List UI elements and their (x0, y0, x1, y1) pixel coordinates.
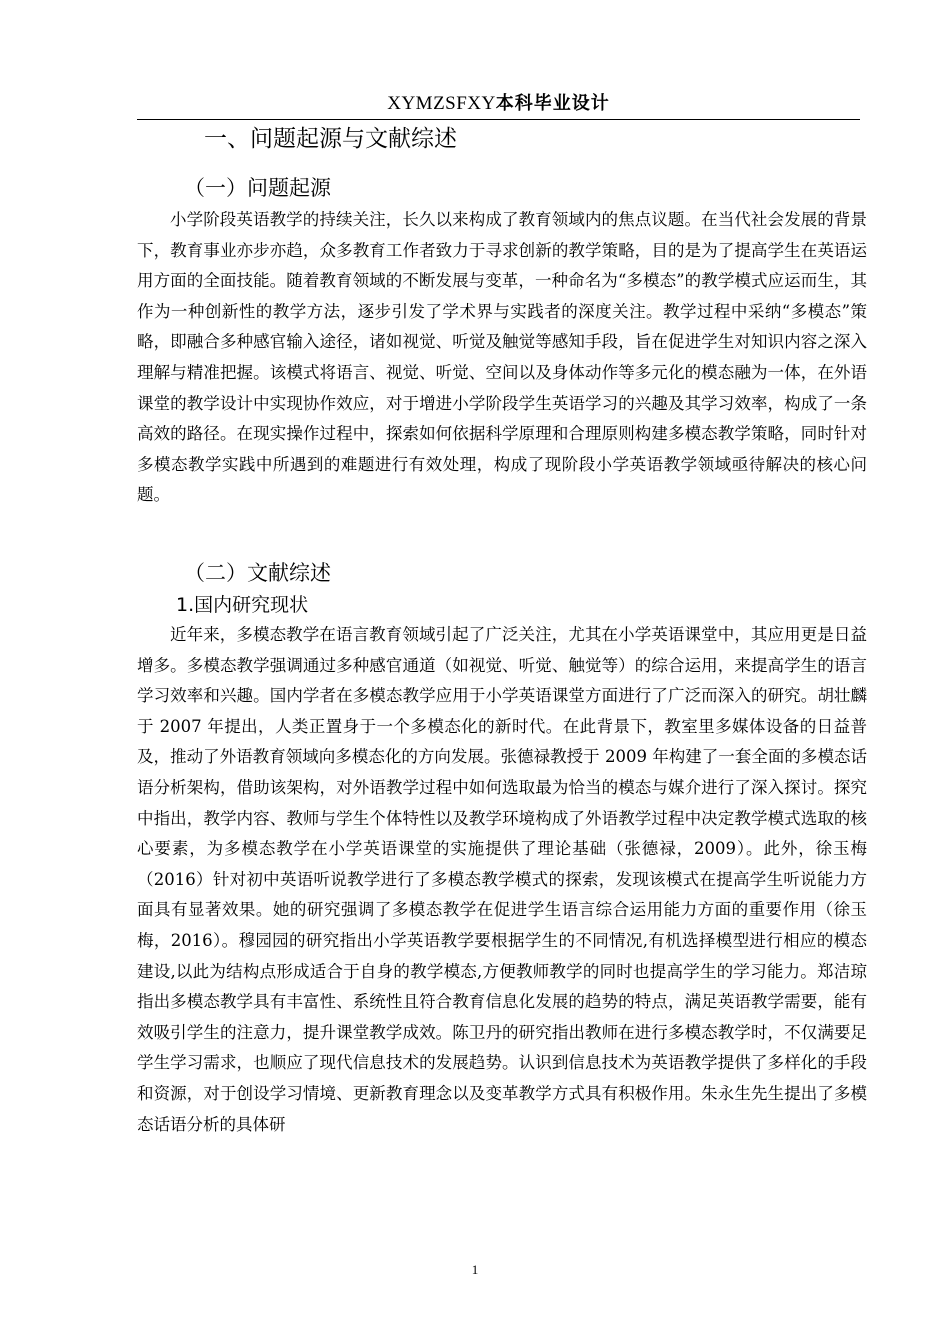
subsection-title-origin: （一）问题起源 (184, 176, 331, 200)
item-title-domestic-research: 1.国内研究现状 (176, 594, 309, 616)
header-divider (137, 119, 860, 120)
page-number: 1 (471, 1262, 479, 1277)
page-header (137, 90, 860, 117)
paragraph-domestic-research: 近年来，多模态教学在语言教育领域引起了广泛关注，尤其在小学英语课堂中，其应用更是日益增多。多模态教学强调通过多种感官通道（如视觉、听觉、触觉等）的综合运用，来提高学生的语言学习效率和兴趣。国内学者在多模态教学应用于小学英语课堂方面进行了广泛而深入的研究。胡壮麟于 2007 年提出，人类正置身于一个多模态化的新时代。在此背景下，教室里多媒体设备的日益普及，推动了外语教育领域向多模态化的方向发展。张德禄教授于 2009 年构建了一套全面的多模态话语分析架构，借助该架构，对外语教学过程中如何选取最为恰当的模态与媒介进行了深入探讨。探究中指出，教学内容、教师与学生个体特性以及教学环境构成了外语教学过程中决定教学模式选取的核心要素，为多模态教学在小学英语课堂的实施提供了理论基础（张德禄，2009）。此外，徐玉梅（2016）针对初中英语听说教学进行了多模态教学模式的探索，发现该模式在提高学生听说能力方面具有显著效果。她的研究强调了多模态教学在促进学生语言综合运用能力方面的重要作用（徐玉梅，2016）。穆园园的研究指出小学英语教学要根据学生的不同情况,有机选择模型进行相应的模态建设,以此为结构点形成适合于自身的教学模态,方便教师教学的同时也提高学生的学习能力。郑洁琼指出多模态教学具有丰富性、系统性且符合教育信息化发展的趋势的特点，满足英语教学需要，能有效吸引学生的注意力，提升课堂教学成效。陈卫丹的研究指出教师在进行多模态教学时，不仅满要足学生学习需求，也顺应了现代信息技术的发展趋势。认识到信息技术为英语教学提供了多样化的手段和资源，对于创设学习情境、更新教育理念以及变革教学方式具有积极作用。朱永生先生提出了多模态话语分析的具体研 (137, 625, 867, 1134)
chapter-title: 一、问题起源与文献综述 (204, 126, 457, 152)
subsection-title-review: （二）文献综述 (184, 561, 331, 585)
header-school-code: XYMZSFXY (387, 93, 496, 114)
header-doc-type: 本科毕业设计 (495, 93, 610, 114)
paragraph-origin: 小学阶段英语教学的持续关注，长久以来构成了教育领域内的焦点议题。在当代社会发展的背景下，教育事业亦步亦趋，众多教育工作者致力于寻求创新的教学策略，目的是为了提高学生在英语运用方面的全面技能。随着教育领域的不断发展与变革，一种命名为“多模态”的教学模式应运而生，其作为一种创新性的教学方法，逐步引发了学术界与实践者的深度关注。教学过程中采纳“多模态”策略，即融合多种感官输入途径，诸如视觉、听觉及触觉等感知手段，旨在促进学生对知识内容之深入理解与精准把握。该模式将语言、视觉、听觉、空间以及身体动作等多元化的模态融为一体，在外语课堂的教学设计中实现协作效应，对于增进小学阶段学生英语学习的兴趣及其学习效率，构成了一条高效的路径。在现实操作过程中，探索如何依据科学原理和合理原则构建多模态教学策略，同时针对多模态教学实践中所遇到的难题进行有效处理，构成了现阶段小学英语教学领域亟待解决的核心问题。 (137, 210, 867, 505)
